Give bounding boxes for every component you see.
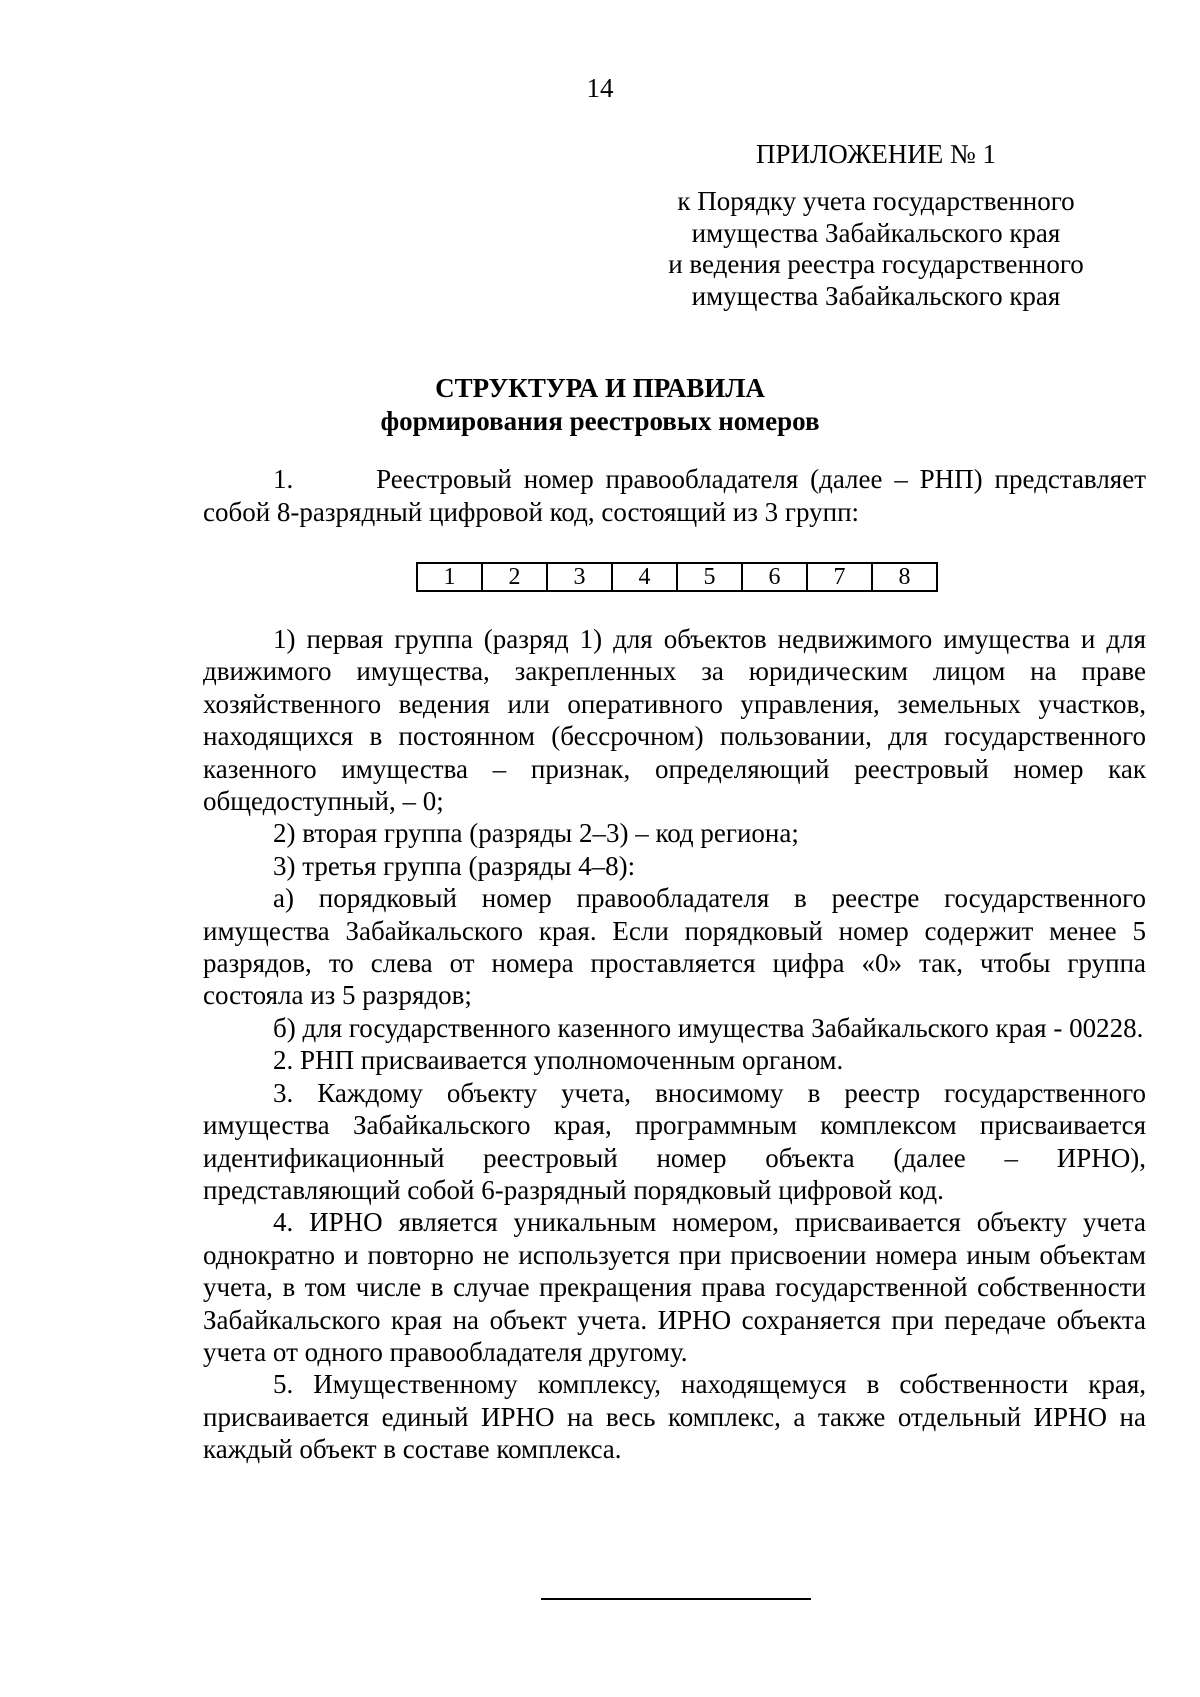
section-1-intro: 1. Реестровый номер правообладателя (далее – РНП) представляет собой 8-разрядный цифровой код, состоящий из 3 групп: xyxy=(203,464,1146,527)
appendix-line: имущества Забайкальского края xyxy=(691,217,1061,248)
document-title: СТРУКТУРА И ПРАВИЛА xyxy=(435,373,765,403)
appendix-title: ПРИЛОЖЕНИЕ № 1 xyxy=(755,139,997,169)
digit-cell: 4 xyxy=(612,563,677,591)
body-text xyxy=(203,623,1146,1466)
paragraph-section-2: 2. РНП присваивается уполномоченным органом. xyxy=(273,1045,844,1076)
paragraph-section-4: 4. ИРНО является уникальным номером, присваивается объекту учета однократно и повторно не используется при присвоении номера иным объектам учета, в том числе в случае прекращения права государственной собственности Забайкальского края на объект учета. ИРНО сохраняется при передаче объекта учета от одного правообладателя другому. xyxy=(203,1207,1146,1367)
paragraph-item-a: а) порядковый номер правообладателя в реестре государственного имущества Забайкальского края. Если порядковый номер содержит менее 5 разрядов, то слева от номера проставляется цифра «0» так, чтобы группа состояла из 5 разрядов; xyxy=(203,883,1146,1011)
appendix-reference xyxy=(632,186,1120,312)
digit-cell: 6 xyxy=(742,563,807,591)
digit-structure-table xyxy=(416,562,938,592)
appendix-line: и ведения реестра государственного xyxy=(668,249,1084,279)
paragraph-group-2: 2) вторая группа (разряды 2–3) – код региона; xyxy=(273,818,799,849)
digit-cell: 8 xyxy=(872,563,937,591)
digit-cell: 5 xyxy=(677,563,742,591)
digit-cell: 3 xyxy=(547,563,612,591)
paragraph-group-3: 3) третья группа (разряды 4–8): xyxy=(273,850,636,881)
table-row xyxy=(417,563,937,591)
page-number: 14 xyxy=(586,73,614,103)
paragraph-section-3: 3. Каждому объекту учета, вносимому в реестр государственного имущества Забайкальского края, программным комплексом присваивается идентификационный реестровый номер объекта (далее – ИРНО), представляющий собой 6-разрядный порядковый цифровой код. xyxy=(203,1077,1146,1205)
digit-cell: 2 xyxy=(482,563,547,591)
digit-cell: 1 xyxy=(417,563,482,591)
appendix-line: к Порядку учета государственного xyxy=(677,186,1075,216)
paragraph-item-b: б) для государственного казенного имущества Забайкальского края - 00228. xyxy=(273,1012,1144,1043)
appendix-line: имущества Забайкальского края xyxy=(691,280,1061,311)
digit-cell: 7 xyxy=(807,563,872,591)
paragraph-section-5: 5. Имущественному комплексу, находящемуся в собственности края, присваивается единый ИРНО на весь комплекс, а также отдельный ИРНО на каждый объект в составе комплекса. xyxy=(203,1369,1146,1465)
paragraph-group-1: 1) первая группа (разряд 1) для объектов недвижимого имущества и для движимого имущества, закрепленных за юридическим лицом на праве хозяйственного ведения или оперативного управления, земельных участков, находящихся в постоянном (бессрочном) пользовании, для государственного казенного имущества – признак, определяющий реестровый номер как общедоступный, – 0; xyxy=(203,624,1146,817)
document-subtitle: формирования реестровых номеров xyxy=(380,406,820,436)
end-divider xyxy=(541,1598,811,1600)
